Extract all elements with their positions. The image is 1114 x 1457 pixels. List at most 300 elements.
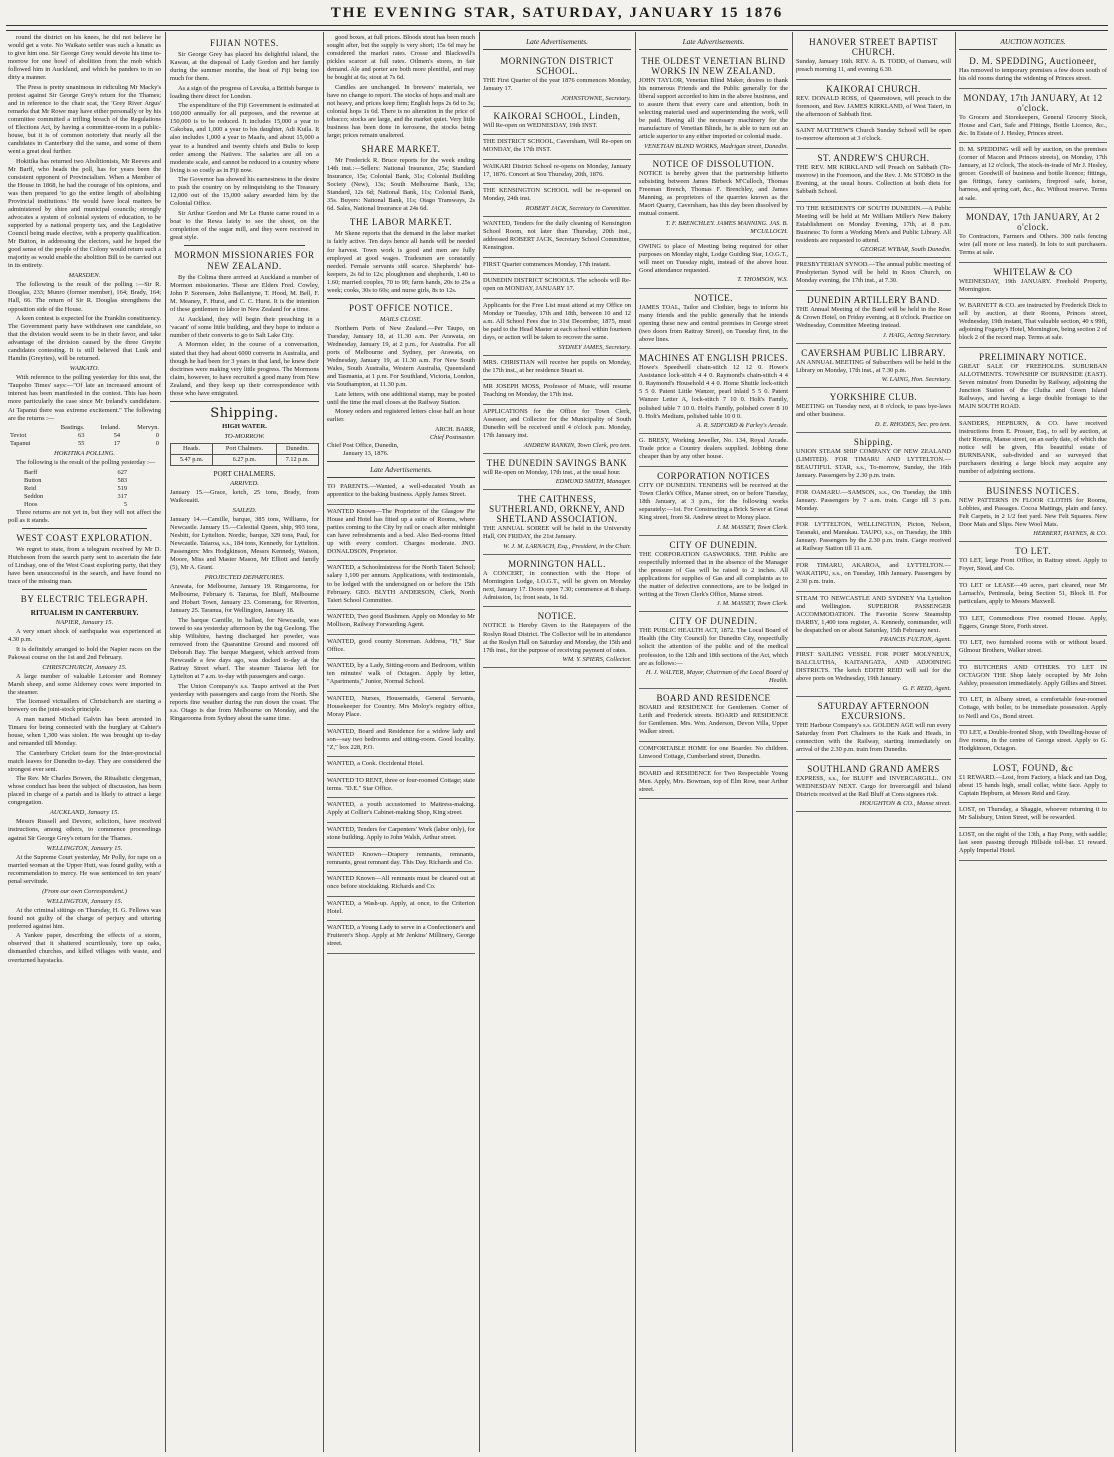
- section-subheading: PORT CHALMERS.: [213, 468, 276, 478]
- divider: [22, 589, 147, 590]
- advertisement: WANTED, Two good Bushmen. Apply on Monday to Mr Mollison, Railway Forwarding Agent.: [327, 611, 475, 635]
- ad-body: Howe's Speedwell chain-stitch 12 12 0. Howe's Assistance lock-stitch 4 4 0. Raymond's chain-stitch 4 4 0. Raymond's Household 4 4 0. Home Shuttle lock-stitch 5 5 0. Patent Little Wanzer, pearl inlaid 5 5 0. Patent Wanzer Letter A, lock-stitch 7 10 0. Holt's Family, polished table 7 10 0. Holt's Family, polished cover 8 10 0. Holt's Medium, polished table 10 0 0.: [639, 364, 788, 420]
- ad-body: Sunday, January 16th. REV. A. B. TODD, of Oamaru, will preach morning 11, and evening 6.30.: [796, 58, 951, 74]
- advertisement: [483, 556, 631, 608]
- ad-signature: D. E. RHODES, Sec. pro tem.: [874, 420, 951, 428]
- advertisement: [959, 53, 1107, 89]
- ad-signature: T. F. BRENCHLEY. JAMES MANNING. JAS. B. M'CULLOCH.: [665, 219, 788, 235]
- advertisement: [959, 349, 1107, 417]
- ad-body: TO LET, Commodious Five roomed House. Apply, Eggers, Grange Store, Forth street.: [959, 614, 1107, 630]
- article-paragraph: We regret to state, from a telegram received by Mr D. Hutcheson from the search party sent to ascertain the fate of Lindsay, one of the West Coast exploring party, that they have been unsuccessful in the search, and have found no trace of the missing man.: [8, 545, 161, 585]
- ad-body: REV. DONALD ROSS, of Queenstown, will preach in the forenoon, and Rev. JAMES KIRKLAND, of West Taieri, in the afternoon of Sabbath first.: [796, 94, 951, 118]
- ad-body: LOST, on the night of the 13th, a Bay Pony, with saddle; last seen passing through Hillside toll-bar. £1 reward. Apply Imperial Hotel.: [959, 830, 1107, 855]
- section-subheading: ARRIVED.: [230, 479, 259, 487]
- ad-title: NOTICE.: [537, 611, 577, 622]
- ad-title: KAIKORAI SCHOOL, Linden,: [493, 110, 621, 121]
- table-row: Bastings. Ireland. Mervyn.: [60, 424, 159, 432]
- article-paragraph: Money orders and registered letters close half an hour earlier.: [327, 408, 475, 424]
- article-paragraph: Arawata, for Melbourne, January 19. Ringarooma, for Melbourne, February 6. Tararua, for Bluff, Melbourne and Hobart Town, January 23. Comerang, for Riverton, January 25. Taranua, for Wellington, January 18.: [170, 583, 319, 615]
- ad-title: BUSINESS NOTICES.: [986, 485, 1080, 496]
- section-heading: WAIKATO.: [69, 365, 100, 373]
- table-row: Hoos 5: [24, 500, 128, 508]
- ad-title: HANOVER STREET BAPTIST CHURCH.: [809, 37, 938, 57]
- ad-body: THE First Quarter of the year 1876 commences Monday, January 17.: [483, 77, 631, 93]
- ad-body: TO LET, in Albany street, a comfortable four-roomed Cottage, with boiler, to be immediate possession. Apply to Neill and Co., Bond street.: [959, 696, 1107, 720]
- column-3: [327, 34, 475, 1450]
- ad-body: WAIKARI District School re-opens on Monday, January 17, 1876. Concert at Sou Thursday, 20th, 1876.: [483, 162, 631, 178]
- ad-body: A CONCERT, in connection with the Hope of Mornington Lodge, I.O.G.T., will be given on Monday next, January 17. Doors open 7.30; commence at 8 sharp. Admission, 1s; front seats, 1s 6d.: [483, 569, 631, 601]
- advertisement: [796, 345, 951, 389]
- advertisement: [959, 694, 1107, 726]
- ad-title: CORPORATION NOTICES: [657, 470, 770, 481]
- article-paragraph: Mr Frederick R. Bruce reports for the week ending 14th inst.:—Sellers: National Insurance, 25s; Standard Insurance, 15s; Colonial Bank, 31s; Colonial Building Society (New), 13s; South Melbourne Bank, 13s; Standard, 12s 6d; National Bank, 11s; Colonial Bank, 35s. Buyers: National Bank, 11s; Otago Tramways, 2s 6d. Sales, National Insurance at 24s 6d.: [327, 157, 475, 213]
- advertisement: [483, 218, 631, 258]
- masthead-rule-top: [6, 25, 1108, 26]
- article-paragraph: A Mormon elder, in the course of a conversation, stated that they had about 6000 converts in Australia, and though he had been for 3 years in that land, he knew their doctrines were making very little progress. The Mormons claim, however, to have recruited a good many from New Zealand, and they keep up their correspondence with those who have emigrated.: [170, 341, 319, 397]
- divider: [184, 245, 305, 246]
- ad-body: will Re-open on Monday, 17th inst., at the usual hour.: [483, 468, 621, 476]
- advertisement: [796, 761, 951, 813]
- section-heading: HOKITIKA POLLING.: [53, 450, 116, 458]
- section-heading: AUCTION NOTICES.: [1000, 37, 1066, 46]
- section-subheading: TO-MORROW.: [224, 432, 265, 440]
- advertisement: [959, 418, 1107, 482]
- ads-list: [796, 34, 951, 812]
- advertisement: WANTED, Tenders for Carpenters' Work (labor only), for stone building. Apply to John Walsh, Arthur street.: [327, 824, 475, 848]
- advertisement: WANTED, Nurses, Housemaids, General Servants, Housekeeper for Country. Mrs Moloy's registry office, Moray Place.: [327, 693, 475, 725]
- ad-body: TO THE RESIDENTS OF SOUTH DUNEDIN.—A Public Meeting will be held at Mr William Miller's New Bakery Establishment on Monday Evening, 17th, at 8 p.m. Business: To form a Working Men's and Public Library. All residents are requested to attend.: [796, 204, 951, 244]
- ad-signature: EDMUND SMITH, Manager.: [555, 478, 631, 486]
- ad-body: TO LET, two furnished rooms with or without board. Gilmour Brothers, Walker street.: [959, 639, 1107, 655]
- newspaper-title: THE EVENING STAR, SATURDAY, JANUARY 15 1876: [330, 5, 784, 21]
- ad-body: GREAT SALE OF FREEHOLDS. SUBURBAN ALLOTMENTS. TOWNSHIP OF BURNSIDE (EAST). Seven minutes' from Dunedin by Railway, adjoining the Junction Station of the Clutha and Green Island Railways, and having a large double frontage to the MAIN SOUTH ROAD.: [959, 363, 1107, 411]
- ad-title: NOTICE.: [694, 292, 733, 303]
- article-paragraph: A man named Michael Galvin has been arrested in Timaru for being connected with the burglary at Cahier's house, when 1,300 was stolen. He was brought up to-day and remanded till Monday.: [8, 715, 161, 748]
- ad-body: FOR OAMARU.—SAMSON, s.s., On Tuesday, the 18th January. Passengers by 7 a.m. train. Cargo till 3 p.m. Monday.: [796, 488, 951, 512]
- ad-title: LOST, FOUND, &c: [992, 762, 1074, 773]
- column-6: [796, 34, 951, 1450]
- ad-body: TO LET, a Double-fronted Shop, with Dwelling-house of five rooms, in the centre of George street. Apply to G. Hodgkinson, Octagon.: [959, 729, 1107, 753]
- advertisement: [483, 161, 631, 185]
- ad-body: EXPRESS, s.s., for BLUFF and INVERCARGILL. ON WEDNESDAY NEXT. Cargo for Invercargill and Island Districts received at the Rail Bluff at Cons signees risk.: [796, 774, 951, 798]
- ad-body: JOHN TAYLOR, Venetian Blind Maker, desires to thank his numerous Friends and the Public generally for the liberal support accorded to him in the above business, and to assure them that every care and attention, both in selecting material used and superintending the work, will be paid. Having all the necessary machinery for the manufacture of Venetian Blinds, he is able to turn out an article superior to any either imported or colonial made.: [639, 77, 788, 141]
- ad-body: THE Harbour Company's s.s. GOLDEN AGE will run every Saturday from Port Chalmers to the Kaik and Heads, in connection with the Railway, starting immediately on arrival of the 2.30 p.m. train from Dunedin.: [796, 722, 951, 754]
- article-paragraph: Candles are unchanged. In brewers' materials, we have no change to report. The stocks of hops and malt are not heavy, and prices keep firm; English hops 2s 6d to 3s; colonial hops 1s 6d. There is no alteration in the price of tobacco; stocks are large, and the market quiet. Very little business has been done in kerosene, the stocks being large; prices remain unaltered.: [327, 83, 475, 140]
- ad-title: TO LET.: [1015, 546, 1051, 557]
- ad-signature: HERBERT, HAYNES, & CO.: [1033, 530, 1107, 538]
- article-paragraph: The licensed victuallers of Christchurch are starting a brewery on the joint-stock principle.: [8, 698, 161, 714]
- ad-signature: SYDNEY JAMES, Secretary.: [558, 343, 631, 351]
- ad-body: NOTICE is Hereby Given to the Ratepayers of the Roslyn Road District. The Collector will be in attendance at the Roslyn Hall on Saturday and Monday, the 15th and 17th inst., for the purpose of receiving payment of rates.: [483, 622, 631, 654]
- ad-body: FIRST Quarter commences Monday, 17th instant.: [483, 260, 611, 268]
- article-paragraph: The following is the result of the polling yesterday :—: [16, 459, 156, 467]
- ad-signature: J. HAIG, Acting Secretary.: [882, 331, 951, 339]
- advertisement: WANTED, by a Lady, Sitting-room and Bedroom, within ten minutes' walk of Octagon. Apply by letter, "Apartments," Junior, Normal School.: [327, 660, 475, 692]
- ad-body: W. BARNETT & CO. are instructed by Frederick Dick to sell by auction, at their Rooms, Princes street, Wednesday, 19th instant, That valuable section, 40 x 99ft, adjoining Fogarty's Hotel, Mornington, being section 2 of block 2 of the record map. Terms at sale.: [959, 302, 1107, 342]
- advertisement: [483, 53, 631, 107]
- column-1: [8, 34, 161, 1450]
- advertisement: [796, 593, 951, 649]
- advertisement: [639, 537, 788, 613]
- ad-title: SOUTHLAND GRAND AMERS: [807, 763, 940, 774]
- article-paragraph: January 14.—Camille, barque, 385 tons, Williams, for Newcastle. January 15.—Celestial Queen, ship, 993 tons, Nesbitt, for Lyttelton. Nordic, barque, 329 tons, Paul, for Newcastle. Taiaroa, s.s., 184 tons, Kennedy, for Lyttelton. Passengers: Mrs Hodgkinson, Messrs Kennedy, Watson, Moore, Miss and Master Mason, Mr Elliott and family (5), Mr A. Grant.: [170, 515, 319, 572]
- ad-title: SATURDAY AFTERNOON EXCURSIONS.: [817, 701, 930, 722]
- advertisement: [639, 468, 788, 536]
- ad-title: BOARD AND RESIDENCE: [656, 693, 771, 704]
- ad-title: MONDAY, 17th JANUARY, At 2 o'clock.: [965, 212, 1101, 233]
- advertisement: [639, 156, 788, 240]
- advertisement: [639, 613, 788, 689]
- masthead: [0, 0, 1114, 32]
- section-heading: MORMON MISSIONARIES FOR NEW ZEALAND.: [174, 250, 315, 272]
- divider: [327, 461, 475, 462]
- ad-body: MR JOSEPH MOSS, Professor of Music, will resume Teaching on Monday, the 17th inst.: [483, 383, 631, 399]
- advertisement: [796, 81, 951, 125]
- ad-signature: ROBERT JACK, Secretary to Committee.: [525, 204, 631, 212]
- advertisement: WANTED, good county Storeman. Address, "H," Star Office.: [327, 636, 475, 660]
- ad-signature: G. F. REID, Agent.: [902, 685, 951, 693]
- ad-signature: HOUGHTON & CO., Manse street.: [859, 800, 951, 808]
- advertisement: [483, 357, 631, 381]
- advertisement: [639, 743, 788, 767]
- advertisement: [959, 483, 1107, 543]
- ad-body: THE PUBLIC HEALTH ACT, 1872. The Local Board of Health (the City Council) for Dunedin City, respectfully solicit the attention of the public and of the medical profession, to the 12th and 18th sections of the Act, which are as follows:—: [639, 627, 788, 667]
- dateline: NAPIER, January 15.: [55, 618, 114, 626]
- article-paragraph: Late letters, with one additional stamp, may be posted until the time the mail closes at the Railway Station.: [327, 390, 475, 406]
- ad-title: DUNEDIN ARTILLERY BAND.: [807, 294, 940, 305]
- ad-body: LOST, on Thursday, a Shaggie, whoever returning it to Mr Salisbury, Union Street, will be rewarded.: [959, 806, 1107, 822]
- section-subheading: SAILED.: [232, 506, 257, 514]
- ad-body: BOARD and RESIDENCE for Gentlemen. Corner of Leith and Frederick streets. BOARD and RESIDENCE for Gentlemen. Mrs. Wm. Anderson, Devon Villa, Upper Walker street.: [639, 704, 788, 736]
- ad-title: KAIKORAI CHURCH.: [826, 83, 921, 94]
- ad-signature: H. J. WALTER, Mayor, Chairman of the Local Board of Health.: [645, 669, 788, 685]
- dateline: WELLINGTON, January 15.: [46, 897, 123, 905]
- article-paragraph: A keen contest is expected for the Franklin constituency. The Government party have withdrawn one candidate, so that the division would seem to be in their favor, and take advantage of the division caused by the three Greyite candidates contesting. It is still believed that Lusk and Hamlin (Greyites), will be returned.: [8, 315, 161, 363]
- article-paragraph: The expenditure of the Fiji Government is estimated at 160,000 annually for all purposes, and the revenue at 150,000 is to be reduced. It includes 15,000 a year to Cakobau, and 1,000 a year to his daughter, Adi Kuila. It also includes 1,000 a year to Maafu, and about 15,000 a year to a hundred and twenty chiefs and Bulis to keep order among the Natives. The salaries are all on a moderate scale, and cannot be reduced in a country where living is so costly as in Fiji now.: [170, 102, 319, 174]
- article-paragraph: Sir George Grey has placed his delightful island, the Kawau, at the disposal of Lady Gordon and her family during the summer months, the heat of Fiji being too much for them.: [170, 51, 319, 83]
- advertisement: [483, 275, 631, 299]
- ad-signature: FRANCIS FULTON, Agent.: [879, 636, 951, 644]
- ad-signature: J. M. MASSEY, Town Clerk.: [716, 600, 788, 608]
- divider: [483, 49, 631, 50]
- advertisement: [959, 209, 1107, 263]
- ad-title: WHITELAW & CO: [993, 266, 1073, 277]
- advertisement: WANTED Known—Drapery remnants, remnants, remnants, great remnant day. This Day. Richards and Co.: [327, 849, 475, 873]
- ad-signature: VENETIAN BLIND WORKS, Madrigan street, Dunedin.: [644, 142, 788, 150]
- advertisement: WANTED, a Young Lady to serve in a Confectioner's and Fruiterer's Shop. Apply at Mr Jenkins' Millinery, George street.: [327, 922, 475, 954]
- advertisement: [796, 560, 951, 592]
- ad-body: THE Annual Meeting of the Band will be held in the Rose & Crown Hotel, on Friday evening, at 8 o'clock. Practice on Wednesday, Committee Meeting instead.: [796, 305, 951, 330]
- article-paragraph: Northern Ports of New Zealand.—Per Taupo, on Tuesday, January 18, at 11.30 a.m. Per Arawata, on Wednesday, January 19, at 2 p.m., for Australia. For all ports of Melbourne and Sydney, per Arawata, on Wednesday, January 19, at 11.30 a.m. For New South Wales, South Australia, Western Australia, Queensland and Tasmania, at 1 p.m. For Southland, Victoria, London, via Southampton, at 11.30 p.m.: [327, 324, 475, 389]
- advertisement: [639, 350, 788, 434]
- ad-title: MONDAY, 17th JANUARY, At 12 o'clock.: [963, 92, 1103, 113]
- ad-body: WEDNESDAY, 19th JANUARY. Freehold Property, Mornington.: [959, 277, 1107, 293]
- divider: [22, 528, 147, 529]
- article-paragraph: Sir Arthur Gordon and Mr Le Hunte came round in a boat to the Rewa lately to see the shoot, on the completion of the sugar mill, and they were received in great style.: [170, 209, 319, 242]
- section-subheading: MAILS CLOSE.: [379, 315, 423, 323]
- advertisement: WANTED, a Cook. Occidental Hotel.: [327, 758, 475, 774]
- article-paragraph: The Governor has showed his earnestness in the desire to push the country on by relinquishing to the Treasury 12,000 out of the 15,000 salary awarded him by the Colonial Office.: [170, 176, 319, 208]
- ad-body: Has removed to temporary premises a few doors south of his old rooms during the widening of Princes street.: [959, 67, 1107, 83]
- advertisement: WANTED Known—All remnants must be cleared out at once before stocktaking. Richards and Co.: [327, 873, 475, 897]
- ad-body: G. BRESY, Working Jeweller, No. 134, Royal Arcade. Trade price a Country dealers supplied. Jobbing done cheaper than by any other house.: [639, 437, 788, 461]
- poll-table-hokitika: [22, 469, 129, 509]
- column-rule: [635, 32, 636, 1452]
- ad-title: CAVERSHAM PUBLIC LIBRARY.: [801, 347, 946, 358]
- advertisement: [796, 389, 951, 433]
- article-paragraph: At the criminal sittings on Thursday, H. G. Fellows was found not guilty of the charge of perjury and uttering preferred against him.: [8, 906, 161, 930]
- signature-role: Chief Postmaster.: [429, 433, 475, 441]
- ad-body: To Grocers and Storekeepers, General Grocery Stock, House and Cart, Safe and Fittings, Bottle Licence, &c., &c. In Estate of J. Hesley, Princes street.: [959, 113, 1107, 137]
- ad-signature: W. LAING, Hon. Secretary.: [881, 376, 951, 384]
- ad-body: NEW PATTERNS IN FLOOR CLOTHS for Rooms, Lobbies, and Passages. Cocoa Mattings, plain and fancy. Felt Carpets, in 2 1/2 feet yard. New Felt Squares. New Door Mats and Slips. New Wool Mats.: [959, 496, 1107, 528]
- ad-body: SAINT MATTHEW'S Church Sunday School will be open to-morrow afternoon at 3 o'clock.: [796, 127, 951, 143]
- article-paragraph: Mr Skene reports that the demand in the labor market is fairly active. Ten days hence all hands will be needed for harvest. Town work is good and men are fully employed at good wages. Tradesmen are constantly needed. Female servants still scarce. Shepherds' hut-keepers, 2s 6d to 12s; ploughmen and shepherds, 1.40 to 1.60; married couples, 70 to 90; farm hands, 20s to 25s a week; cooks, 30s to 60s; and nurse girls, 8s to 12s.: [327, 230, 475, 294]
- advertisement: TO PARENTS.—Wanted, a well-educated Youth as apprentice to the baking business. Apply James Street.: [327, 481, 475, 505]
- advertisement: [483, 108, 631, 136]
- poll-table-waikato: [8, 424, 161, 448]
- ad-body: £1 REWARD.—Lost, from Factory, a black and tan Dog, about 15 hands high, small collar, white face. Apply to Captain Hepburn, at Messrs Reid and Gray.: [959, 773, 1107, 797]
- section-heading: MARSDEN.: [68, 272, 101, 280]
- table-row: Heads. Port Chalmers. Dunedin.: [171, 443, 319, 454]
- ad-body: TO LET or LEASE—49 acres, part cleared, near Mr Larnach's, Peninsula, being Section 51, Block II. For particulars, apply to Messrs Maxwell.: [959, 581, 1107, 606]
- signature-office: Chief Post Office, Dunedin,: [327, 441, 399, 449]
- ad-body: Will Re-open on WEDNESDAY, 19th INST.: [483, 121, 598, 129]
- section-subheading: RITUALISM IN CANTERBURY.: [30, 607, 139, 617]
- ad-body: OWING to place of Meeting being required for other purposes on Monday night, Lodge Guiding Star, I.O.G.T., will meet on Tuesday night, instead of the above hour. Good attendance requested.: [639, 242, 788, 274]
- article-paragraph: With reference to the polling yesterday for this seat, the 'Taupoho Times' says:—"Of late an increased amount of interest has been manifested in the contest. This has been more particularly the case since Mr Ireland's candidature. At Tapanui there was extreme excitement." The following are the returns :—: [8, 374, 161, 422]
- ad-body: Applicants for the Free List must attend at my Office on Monday or Tuesday, 17th and 18th, between 10 and 12 a.m. All School Fees due to 31st December, 1875, must be paid to the Head Master at each school within fourteen days, or action will be taken to recover the same.: [483, 301, 631, 342]
- advertisement: [796, 150, 951, 202]
- ad-title: MACHINES AT ENGLISH PRICES.: [639, 353, 788, 364]
- table-row: Teviot 63 54 0: [10, 432, 159, 440]
- divider: [170, 401, 319, 402]
- advertisement: [796, 649, 951, 697]
- ad-signature: GEORGE WYBAR, South Dunedin.: [860, 246, 951, 254]
- article-paragraph: The Rev. Mr Charles Bowen, the Ritualistic clergyman, whose conduct has been the subject of discussion, has been placed in charge of a parish and is likely to attract a large congregation.: [8, 775, 161, 807]
- divider: [959, 49, 1107, 50]
- section-subheading: HIGH WATER.: [222, 422, 267, 430]
- ad-title: D. M. SPEDDING, Auctioneer,: [969, 56, 1097, 66]
- signature-date: January 13, 1876.: [343, 450, 389, 458]
- ad-body: FIRST SAILING VESSEL FOR PORT MOLYNEUX, BALCLUTHA, KAITANGATA, AND ADJOINING DISTRICTS. The ketch EDITH REID will sail for the above ports on Wednesday, 19th January.: [796, 651, 951, 683]
- article-paragraph: Hokitika has returned two Abolitionists, Mr Reeves and Mr Barff, who heads the poll, has for years been the consistent opponent of Provincialism. When a Member of the House in 1868, he had the courage of his opinions, and was then prepared 'to go the entire length of abolishing Provincial institutions.' He would have local matters be administered by shire and municipal councils; strongly advocates a system of colonial system of education, to be supported by a national property tax, and the Legislative Council being made elective, with a property qualification. Mr Button, in addressing the electors, said he hoped the good sense of the people of the Colony would return such a majority as would enable the abolition Bill to be carried out in its entirety.: [8, 157, 161, 270]
- ad-body: D. M. SPEDDING will sell by auction, on the premises (corner of Macon and Princes streets), on Monday, 17th January, at 12 o'clock, The stock-in-trade of Mr J. Hesley, grocer. Goodwill of business and bottle licence; fittings, gas fittings, fancy canisters, fireproof safe, horse, harness, and spring cart, &c., &c. Without reserve. Terms at sale.: [959, 146, 1107, 202]
- section-heading: THE LABOR MARKET.: [349, 217, 453, 228]
- advertisement: [959, 580, 1107, 612]
- section-heading: BY ELECTRIC TELEGRAPH.: [20, 593, 149, 604]
- advertisement: [639, 53, 788, 155]
- article-paragraph: It is definitely arranged to hold the Napier races on the Pakowai course on the 1st and 2nd February.: [8, 645, 161, 661]
- advertisement: [483, 259, 631, 275]
- article-paragraph: January 15.—Grace, ketch, 25 tons, Brady, from Waikouaiti.: [170, 488, 319, 504]
- ad-body: TO BUTCHERS AND OTHERS. TO LET IN OCTAGON THE Shop lately occupied by Mr John Ashley, possession immediately. Apply Gillies and Street.: [959, 663, 1107, 687]
- article-paragraph: good boxes, at full prices. Bloods stout has been much sought after, but the supply is very short; 15s 6d may be considered the market rates. Crosse and Blackwell's pickles scarcer at full rates. Oilmen's stores, in fair demand. Ale and porter are both more plentiful, and may be bought at 6s; stout at 7s 6d.: [327, 34, 475, 82]
- advertisement: [959, 144, 1107, 208]
- column-2: [170, 34, 319, 1450]
- ad-title: PRELIMINARY NOTICE.: [979, 352, 1087, 363]
- section-heading: Late Advertisements.: [370, 465, 432, 475]
- advertisement: [483, 406, 631, 454]
- article-paragraph: Three returns are not yet in, but they will not affect the poll as it stands.: [8, 508, 161, 524]
- column-rule: [165, 32, 166, 1452]
- advertisement: [639, 768, 788, 800]
- advertisement: [959, 637, 1107, 661]
- advertisement: [639, 290, 788, 350]
- table-row: 5.47 p.m. 6.27 p.m. 7.12 p.m.: [171, 454, 319, 465]
- ad-signature: T. THOMSON, W.S.: [737, 276, 788, 284]
- divider: [327, 298, 475, 299]
- article-paragraph: The barque Camille, in ballast, for Newcastle, was towed to sea yesterday afternoon by the tug Geelong. The ship Wiltshire, having discharged her powder, was removed from the Quarantine Ground and moored off Deborah Bay. The barque Margaret, which arrived from Newcastle a few days ago, was docked to-day at the Rattray Street wharf. The steamer Taiaroa left for Lyttelton at 7 a.m. to-day with passengers and cargo.: [170, 616, 319, 681]
- article-paragraph: By the Colima there arrived at Auckland a number of Mormon missionaries. These are Elders Fred. Cowley, John P. Sorensen, John Ballantyne, T. Hood, M. Bell, F. M. Meaney, F. Hurst, and C. C. Hurst. It is the intention of these gentlemen to labor in New Zealand for a time.: [170, 274, 319, 314]
- article-paragraph: At the Supreme Court yesterday, Mr Polly, for rape on a married woman at the Upper Hutt, was found guilty, with a recommendation to mercy. He was sentenced to ten years' penal servitude.: [8, 853, 161, 885]
- section-heading: WEST COAST EXPLORATION.: [16, 532, 153, 543]
- ad-body: TO LET, large Front Office, in Rattray street. Apply to Foyer, Stead, and Co.: [959, 557, 1107, 573]
- advertisement: [796, 698, 951, 760]
- ad-body: MRS. CHRISTIAN will receive her pupils on Monday, the 17th inst., at her residence Stuart st.: [483, 358, 631, 374]
- advertisement: [483, 491, 631, 555]
- ad-signature: W. J. M. LARNACH, Esq., President, in the Chair.: [503, 542, 631, 550]
- ad-signature: WM. Y. SPIERS, Collector.: [562, 656, 631, 664]
- shipping-heading: Shipping.: [210, 405, 279, 421]
- article-paragraph: The following is the result of the polling :—Sir R. Douglas, 233; Munro (former member), 164; Brady, 164; Hall, 66. The return of Sir R. Douglas strengthens the opposition side of the House.: [8, 281, 161, 313]
- divider: [639, 49, 788, 50]
- article-paragraph: The Union Company's s.s. Taupo arrived at the Port yesterday with passengers and cargo from the North. She reports fine weather during the run down the coast. The s.s. Otago is due from Melbourne on Monday, and the Ringarooma from Sydney about the same time.: [170, 682, 319, 722]
- ad-body: PRESBYTERIAN SYNOD.—The annual public meeting of Presbyterian Synod will be held in Knox Church, on Monday evening, the 17th inst., at 7.30.: [796, 261, 951, 285]
- advertisement: [959, 662, 1107, 694]
- advertisement: [639, 241, 788, 289]
- ad-title: THE OLDEST VENETIAN BLIND WORKS IN NEW ZEALAND.: [641, 56, 786, 76]
- article-paragraph: Messrs Russell and Devore, solicitors, have received instructions, among others, to commence proceedings against Sir George Grey's return for the Thames.: [8, 818, 161, 842]
- ad-body: THE CORPORATION GASWORKS. THE Public are respectfully informed that in the absence of the Manager the pressure of Gas will be raised to 2 inches. All applications for supplies of Gas and all complaints as to the matter of defective connections, are to be lodged in writing at the Town Clerk's Office, Manse street.: [639, 550, 788, 598]
- ad-signature: J. M. MASSEY, Town Clerk.: [716, 523, 788, 531]
- ad-body: JAMES TOAL, Tailor and Clothier, begs to inform his many friends and the public generally that he intends opening these new and central premises in George street (two doors from Rattray Street), on Tuesday first, in the above lines.: [639, 303, 788, 343]
- ad-title: NOTICE OF DISSOLUTION.: [652, 158, 775, 169]
- advertisement: [959, 829, 1107, 861]
- ad-body: NOTICE is hereby given that the partnership hitherto subsisting between James Birbeck M'Culloch, Thomas Freeman Brench, Thomas F. Brenchley, and James Manning, as proprietors of the quarries known as the Maori Quarry, Caversham, has this day been dissolved by mutual consent.: [639, 169, 788, 218]
- advertisement: WANTED, a Wash-up. Apply, at once, to the Criterion Hotel.: [327, 898, 475, 922]
- advertisement: [959, 760, 1107, 804]
- ad-body: STEAM TO NEWCASTLE AND SYDNEY Via Lyttelton and Wellington. SUPERIOR PASSENGER ACCOMMODATION. The Favorite Screw Steamship DARBY, 1,400 tons register, A. Kennedy, commander, will be despatched on or about Saturday, 15th February next.: [796, 594, 951, 634]
- section-heading: POST OFFICE NOTICE.: [349, 302, 453, 313]
- advertisement: [796, 203, 951, 259]
- ad-body: To Contractors, Farmers and Others. 300 rails fencing wire (all more or less rusted). In lots to suit purchasers. Terms at sale.: [959, 233, 1107, 257]
- advertisement: [483, 608, 631, 668]
- ads-list: [483, 53, 631, 668]
- advertisement: [959, 543, 1107, 579]
- column-4: [483, 34, 631, 1450]
- advertisement: [959, 90, 1107, 144]
- advertisement: [483, 381, 631, 405]
- advertisement: WANTED, a youth accustomed to Mattress-making. Apply at Collier's Cabinet-making Shop, King street.: [327, 799, 475, 823]
- article-paragraph: A very smart shock of earthquake was experienced at 4.30 p.m.: [8, 627, 161, 644]
- column-rule: [323, 32, 324, 1452]
- dateline: CHRISTCHURCH, January 15.: [42, 663, 127, 671]
- ad-body: AN ANNUAL MEETING of Subscribers will be held in the Library on Monday, 17th inst., at 7.30 p.m.: [796, 358, 951, 374]
- advertisement: [796, 259, 951, 291]
- ad-body: THE KENSINGTON SCHOOL will be re-opened on Monday, 24th inst.: [483, 187, 631, 203]
- ad-body: WANTED, Tenders for the daily cleaning of Kensington School Room, not later than Thursday, 20th inst., addressed ROBERT JACK, Secretary School Committee, Kensington.: [483, 220, 631, 252]
- dateline: WELLINGTON, January 15.: [46, 844, 123, 852]
- column-5: [639, 34, 788, 1450]
- ad-body: CITY OF DUNEDIN. TENDERS will be received at the Town Clerk's Office, Manse street, on or before Tuesday, 18th January, at 3 p.m., for the following works separately:—1st. For Constructing a Brick Sewer at Great King street, from St. Andrew street to Moray place.: [639, 481, 788, 521]
- advertisement: [796, 125, 951, 149]
- advertisement: [483, 185, 631, 217]
- advertisement: WANTED, a Schoolmistress for the North Taieri School; salary 1,100 per annum. Applications, with testimonials, to be lodged with the undersigned on or before the 15th February. GEO. BLYTH ANDERSON, Clerk, North Taieri School Committee.: [327, 562, 475, 610]
- ad-body: APPLICATIONS for the Office for Town Clerk, Assessor, and Collector for the Municipality of South Dunedin will be received until 4 o'clock p.m. Monday, 17th January inst.: [483, 407, 631, 439]
- ad-title: Shipping.: [853, 436, 894, 447]
- masthead-rule-bottom: [6, 30, 1108, 31]
- ad-body: THE ANNUAL SOIREE will be held in the University Hall, ON FRIDAY, the 21st January.: [483, 525, 631, 541]
- ad-title: YORKSHIRE CLUB.: [829, 392, 918, 403]
- advertisement: [796, 434, 951, 486]
- advertisement: [959, 727, 1107, 759]
- section-subheading: PROJECTED DEPARTURES.: [204, 574, 285, 582]
- dateline: AUCKLAND, January 15.: [49, 809, 120, 817]
- ad-title: MORNINGTON HALL.: [508, 558, 606, 569]
- column-rule: [792, 32, 793, 1452]
- ad-body: BOARD and RESIDENCE for Two Respectable Young Men. Apply, Mrs. Bowman, top of Elm Row, near Arthur street.: [639, 769, 788, 793]
- section-heading: SHARE MARKET.: [361, 144, 441, 155]
- ad-body: FOR TIMARU, AKAROA, and LYTTELTON.—WAKATIPU, s.s., on Tuesday, 18th January. Passengers by 2.30 p.m. train.: [796, 561, 951, 586]
- advertisement: [796, 519, 951, 559]
- ad-body: COMFORTABLE HOME for one Boarder. No children. Linwood Cottage, Cumberland street, Dunedin.: [639, 744, 788, 760]
- ad-body: THE DISTRICT SCHOOL, Caversham, Will Re-open on MONDAY, the 17th INST.: [483, 138, 631, 154]
- table-row: Tapanui 55 17 0: [10, 440, 159, 448]
- article-paragraph: The Canterbury Cricket team for the Inter-provincial match leaves for Dunedin to-day. They are considered the strongest ever sent.: [8, 749, 161, 773]
- advertisement: WANTED Known—The Proprietor of the Glasgow Pie House and Hotel has fitted up a suite of Rooms, where parties coming to the City by rail or coach after midnight can have refreshments and a bed. Also Bed-rooms fitted up with every comfort. Charges moderate. JNO. DONALDSON, Proprietor.: [327, 506, 475, 562]
- ad-body: FOR LYTTELTON, WELLINGTON, Picton, Nelson, Taranaki, and Manukau. TAUPO, s.s., on Tuesday, the 18th January. Passengers by the 2.30 p.m. train. Cargo received at Railway Station till 11 a.m.: [796, 521, 951, 553]
- article-paragraph: The Press is pretty unanimous in ridiculing Mr Macky's protest against Sir George Grey's return for the Thames; and in reference to the chair scat, the 'Grey River Argus' remarks that Mr Rowe may have either personally or by his committee committed a trifling breach of the Regulations of Elections Act, by having a committee-room in a public-house, but it is of common notoriety that nearly all the candidates in Canterbury did the same, and some of them went a great deal further.: [8, 83, 161, 156]
- advertisement: [639, 435, 788, 467]
- byline: (From our own Correspondent.): [42, 887, 127, 895]
- advertisement: WANTED TO RENT, three or four-roomed Cottage; state terms. "D.E." Star Office.: [327, 775, 475, 799]
- advertisement: [959, 804, 1107, 828]
- ad-title: CITY OF DUNEDIN.: [669, 539, 758, 550]
- advertisement: [639, 690, 788, 742]
- column-rule: [479, 32, 480, 1452]
- divider: [327, 477, 475, 478]
- column-rule: [955, 32, 956, 1452]
- column-7: [959, 34, 1107, 1450]
- advertisement: [959, 613, 1107, 637]
- ad-title: CITY OF DUNEDIN.: [669, 616, 758, 627]
- ad-body: DUNEDIN DISTRICT SCHOOLS. The schools will Re-open on MONDAY, JANUARY 17.: [483, 277, 631, 293]
- ad-title: THE DUNEDIN SAVINGS BANK: [486, 457, 628, 468]
- signature: ARCH. BARR,: [435, 425, 475, 433]
- section-heading: Late Advertisements.: [682, 37, 745, 46]
- table-row: Barff 627: [24, 468, 128, 476]
- ad-body: THE REV. MR KIRKLAND will Preach on Sabbath (To-morrow) in the Forenoon, and the Rev. J. Mc STOBO in the Evening, at the usual hours. Collection at both diets for Sabbath School.: [796, 163, 951, 195]
- advertisement: [959, 300, 1107, 348]
- table-row: Seddon 317: [24, 492, 128, 500]
- table-row: Reid 519: [24, 484, 128, 492]
- ad-title: MORNINGTON DISTRICT SCHOOL.: [500, 56, 614, 76]
- table-row: Button 583: [24, 476, 128, 484]
- advertisement: [483, 300, 631, 356]
- advertisement: [796, 34, 951, 80]
- article-paragraph: A large number of valuable Leicester and Romney Marsh sheep, and some Alderney cows were imported in the steamer.: [8, 672, 161, 696]
- section-heading: FIJIAN NOTES.: [210, 38, 279, 48]
- advertisement: WANTED, Board and Residence for a widow lady and son—say two bedrooms and sitting-room. Good locality. "Z," box 228, P.O.: [327, 726, 475, 758]
- ad-signature: ANDREW RANKIN, Town Clerk, pro tem.: [523, 441, 631, 449]
- advertisement: [483, 455, 631, 491]
- high-water-table: [170, 443, 319, 466]
- ad-signature: A. R. SIDFORD & Farley's Arcade.: [696, 422, 788, 430]
- ad-body: MEETING on Tuesday next, at 8 o'clock, to pass bye-laws and other business.: [796, 403, 951, 419]
- article-paragraph: At Auckland, they will begin their preaching in a 'vacant' of some little building, and they hope to induce a number of their converts to go to Salt Lake City.: [170, 315, 319, 339]
- ad-body: SANDERS, HEPBURN, & CO. have received instructions from E. Prosser, Esq., to sell by auction, at their Rooms, Manse street, on an early date, of which due notice will be given, His beautiful estate of BURNBANK, sub-divided and so surveyed that purchasers desiring a large block may acquire any number of adjoining sections.: [959, 419, 1107, 476]
